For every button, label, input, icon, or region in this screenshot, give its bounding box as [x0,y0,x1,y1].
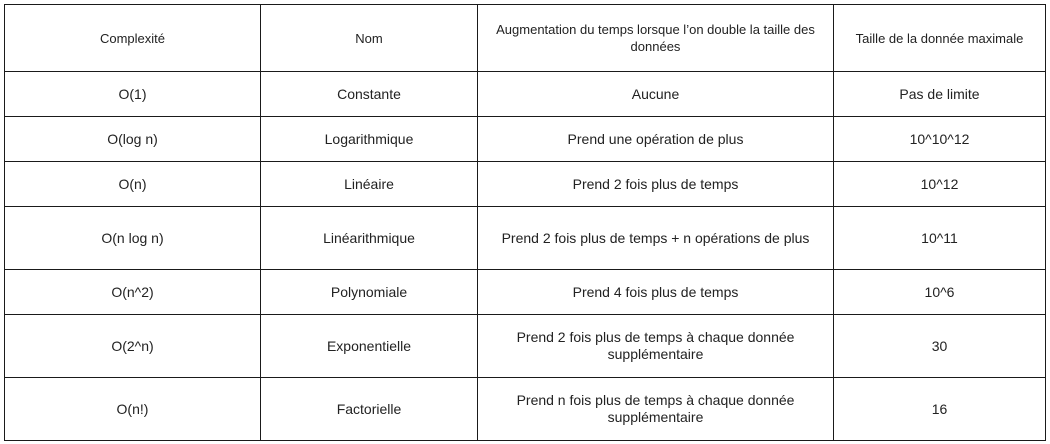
cell-max-size: 10^12 [834,162,1046,207]
header-name: Nom [261,5,478,72]
cell-increase: Prend n fois plus de temps à chaque donnée supplémentaire [478,378,834,441]
cell-max-size: 10^11 [834,207,1046,270]
table-row [5,378,1046,441]
table-row [5,270,1046,315]
cell-name: Logarithmique [261,117,478,162]
cell-complexity: O(log n) [5,117,261,162]
header-complexity: Complexité [5,5,261,72]
table-row [5,315,1046,378]
table-header-row [5,5,1046,72]
table-row [5,162,1046,207]
cell-name: Polynomiale [261,270,478,315]
table-row [5,207,1046,270]
cell-complexity: O(n^2) [5,270,261,315]
cell-max-size: 30 [834,315,1046,378]
cell-name: Constante [261,72,478,117]
cell-complexity: O(n log n) [5,207,261,270]
table-row [5,72,1046,117]
cell-increase: Prend une opération de plus [478,117,834,162]
cell-max-size: Pas de limite [834,72,1046,117]
cell-increase: Prend 2 fois plus de temps à chaque donnée supplémentaire [478,315,834,378]
cell-complexity: O(1) [5,72,261,117]
header-time-increase: Augmentation du temps lorsque l’on double la taille des données [478,5,834,72]
cell-max-size: 10^6 [834,270,1046,315]
header-max-size: Taille de la donnée maximale [834,5,1046,72]
cell-increase: Aucune [478,72,834,117]
cell-complexity: O(2^n) [5,315,261,378]
cell-name: Linéaire [261,162,478,207]
cell-complexity: O(n) [5,162,261,207]
cell-name: Factorielle [261,378,478,441]
cell-max-size: 16 [834,378,1046,441]
cell-increase: Prend 2 fois plus de temps [478,162,834,207]
cell-name: Linéarithmique [261,207,478,270]
cell-increase: Prend 2 fois plus de temps + n opérations de plus [478,207,834,270]
cell-max-size: 10^10^12 [834,117,1046,162]
cell-complexity: O(n!) [5,378,261,441]
cell-name: Exponentielle [261,315,478,378]
table-row [5,117,1046,162]
complexity-table [4,4,1046,441]
cell-increase: Prend 4 fois plus de temps [478,270,834,315]
